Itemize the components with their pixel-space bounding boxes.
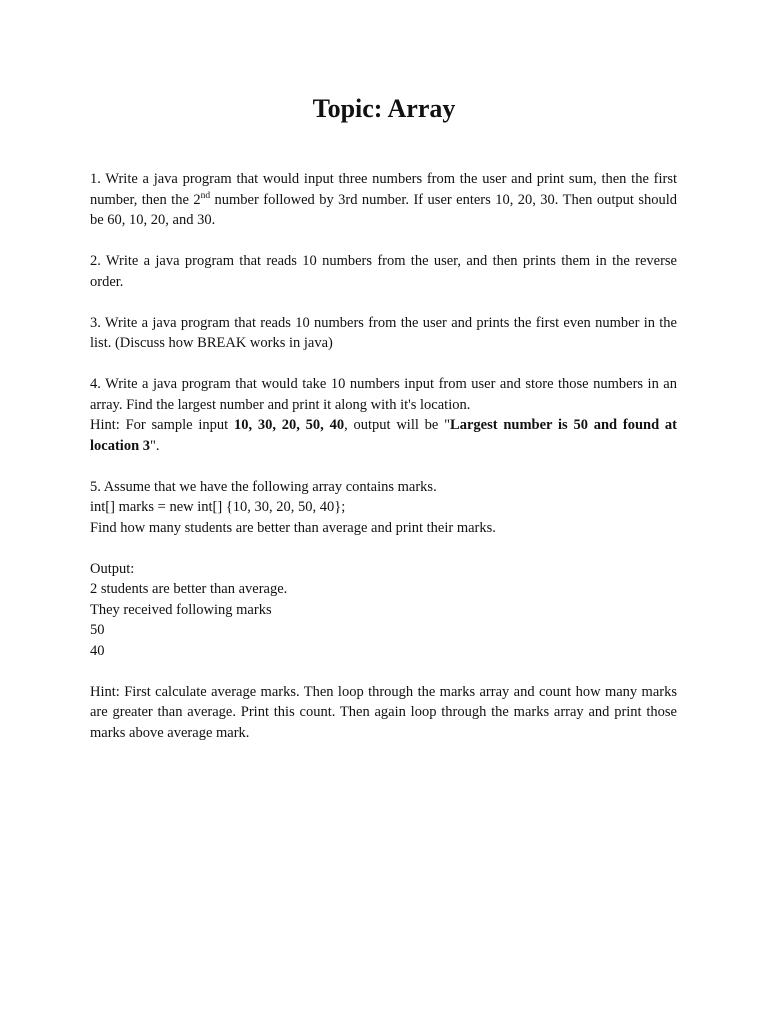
document-body (90, 169, 677, 764)
output-line-2: They received following marks (90, 601, 272, 618)
final-hint: Hint: First calculate average marks. Then loop through the marks array and count how many marks are greater than average. Print this count. Then again loop through the marks array and print those marks above average mark. (90, 683, 677, 741)
question-5-code-line: int[] marks = new int[] {10, 30, 20, 50, 40}; (90, 499, 346, 515)
question-2: 2. Write a java program that reads 10 numbers from the user, and then prints them in the reverse order. (90, 253, 677, 290)
question-4-hint-suffix: ". (150, 437, 160, 454)
question-4-hint-middle: , output will be " (344, 417, 451, 433)
question-4-text: 4. Write a java program that would take 10 numbers input from user and store those numbers in an array. Find the largest number and print it along with it's location. (90, 376, 677, 413)
question-4-hint-output: Largest number is 50 and found at location 3 (90, 417, 678, 454)
output-label: Output: (90, 560, 135, 577)
question-1 (90, 169, 677, 231)
question-5-line-3: Find how many students are better than average and print their marks. (90, 519, 496, 536)
question-3: 3. Write a java program that reads 10 numbers from the user and prints the first even number in the list. (Discuss how BREAK works in java) (90, 314, 677, 351)
question-5-line-1: 5. Assume that we have the following array contains marks. (90, 478, 437, 495)
question-1-text-start: 1. Write a java program that would input three numbers from the user and print sum, then the first number, then the 2 (90, 171, 677, 208)
question-4-hint-prefix: Hint: For sample input (90, 417, 234, 433)
output-line-3: 50 (90, 622, 105, 638)
output-block (90, 559, 677, 662)
question-4 (90, 374, 677, 456)
page-title: Topic: Array (312, 94, 456, 123)
question-1-text-end: number followed by 3rd number. If user enters 10, 20, 30. Then output should be 60, 10, 20, and 30. (90, 191, 677, 228)
question-5 (90, 477, 677, 539)
output-line-1: 2 students are better than average. (90, 581, 288, 597)
question-1-superscript: nd (200, 190, 211, 201)
question-4-hint-input: 10, 30, 20, 50, 40 (233, 417, 345, 433)
output-line-4: 40 (90, 642, 105, 659)
